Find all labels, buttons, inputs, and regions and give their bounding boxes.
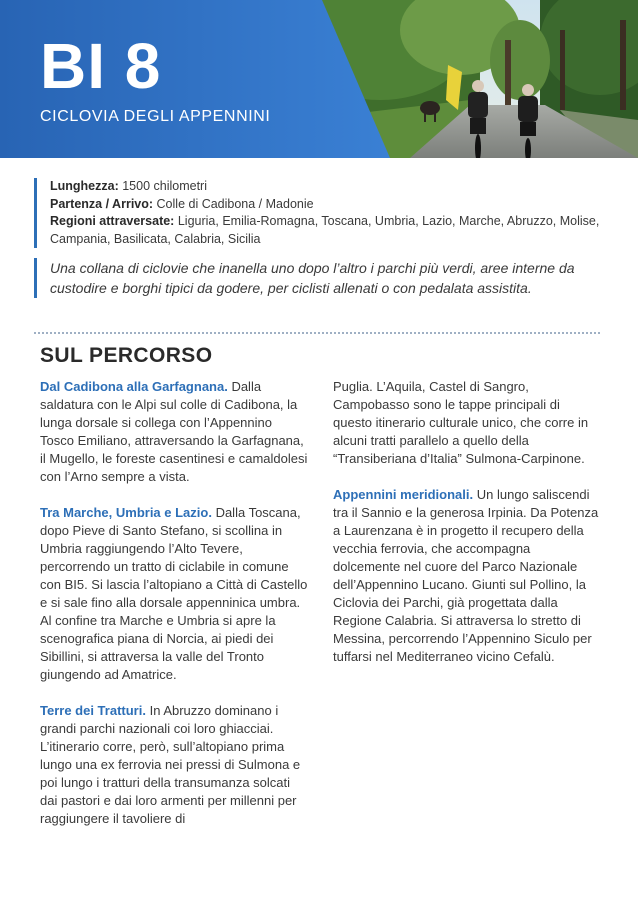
paragraph xyxy=(40,378,308,486)
route-code: BI 8 xyxy=(40,30,162,102)
paragraph-text: Dalla Toscana, dopo Pieve di Santo Stefano, si scollina in Umbria raggiungendo l’Alto Tevere, percorrendo un tratto di ciclabile in comune con BI5. Si lascia l’altopiano a Città di Castello e si sale fino alla dorsale appenninica umbra. Al confine tra Marche e Umbria si apre la scenografica piana di Norcia, ai piedi dei Sibillini, si attraversa la valle del Tronto giungendo ad Amatrice. xyxy=(40,505,308,682)
header xyxy=(0,0,638,158)
paragraph-lead: Tra Marche, Umbria e Lazio. xyxy=(40,505,212,520)
length-value: 1500 chilometri xyxy=(122,179,207,193)
route-subtitle: CICLOVIA DEGLI APPENNINI xyxy=(40,108,271,125)
paragraph-lead: Dal Cadibona alla Garfagnana. xyxy=(40,379,228,394)
paragraph-text: In Abruzzo dominano i grandi parchi nazionali coi loro ghiacciai. L’itinerario corre, però, sull’altopiano prima lungo una ex ferrovia nei pressi di Sulmona e poi lungo i tratturi della transumanza solcati dai pastori e dai loro armenti per millenni per raggiungere il tavoliere di xyxy=(40,703,301,826)
paragraph-text: Puglia. L’Aquila, Castel di Sangro, Campobasso sono le tappe principali di questo itinerario culturale unico, che corre in alcuni tratti parallelo a quello della “Transiberiana d’Italia” Sulmona-Carpinone. xyxy=(333,379,589,466)
intro-text: Una collana di ciclovie che inanella uno dopo l’altro i parchi più verdi, aree interne da custodire e borghi tipici da godere, per ciclisti allenati o con pedalata assistita. xyxy=(34,258,630,298)
paragraph xyxy=(333,486,599,666)
length-label: Lunghezza: xyxy=(50,179,119,193)
paragraph-lead: Terre dei Tratturi. xyxy=(40,703,146,718)
route-row xyxy=(50,196,630,214)
dotted-divider xyxy=(34,332,600,334)
paragraph-text: Un lungo saliscendi tra il Sannio e la generosa Irpinia. Da Potenza a Laurenzana è in progetto il recupero della vecchia ferrovia, che accompagna dolcemente nel cuore del Parco Nazionale dell’Appennino Lucano. Giunti sul Pollino, la Ciclovia dei Parchi, già progettata dalla Regione Calabria. Si attraversa lo stretto di Messina, percorrendo l’Appennino Siculo per tuffarsi nel Mediterraneo vicino Cefalù. xyxy=(333,487,599,664)
paragraph-text: Dalla saldatura con le Alpi sul colle di Cadibona, la lunga dorsale si collega con l’Appennino Tosco Emiliano, attraversando la Garfagnana, il Mugello, le foreste casentinesi e camaldolesi con l’Arno sempre a vista. xyxy=(40,379,308,484)
regions-row xyxy=(50,213,630,248)
route-label: Partenza / Arrivo: xyxy=(50,196,154,211)
length-row xyxy=(50,178,630,196)
column-right xyxy=(333,378,599,684)
paragraph xyxy=(333,378,599,468)
route-value: Colle di Cadibona / Madonie xyxy=(156,196,314,211)
paragraph xyxy=(40,702,308,828)
paragraph xyxy=(40,504,308,684)
paragraph-lead: Appennini meridionali. xyxy=(333,487,474,502)
column-left xyxy=(40,378,308,846)
regions-value: Liguria, Emilia-Romagna, Toscana, Umbria, Lazio, Marche, Abruzzo, Molise, Campania, Basilicata, Calabria, Sicilia xyxy=(50,214,600,246)
regions-label: Regioni attraversate: xyxy=(50,214,175,228)
facts-block xyxy=(34,178,630,248)
section-title: SUL PERCORSO xyxy=(40,344,213,367)
